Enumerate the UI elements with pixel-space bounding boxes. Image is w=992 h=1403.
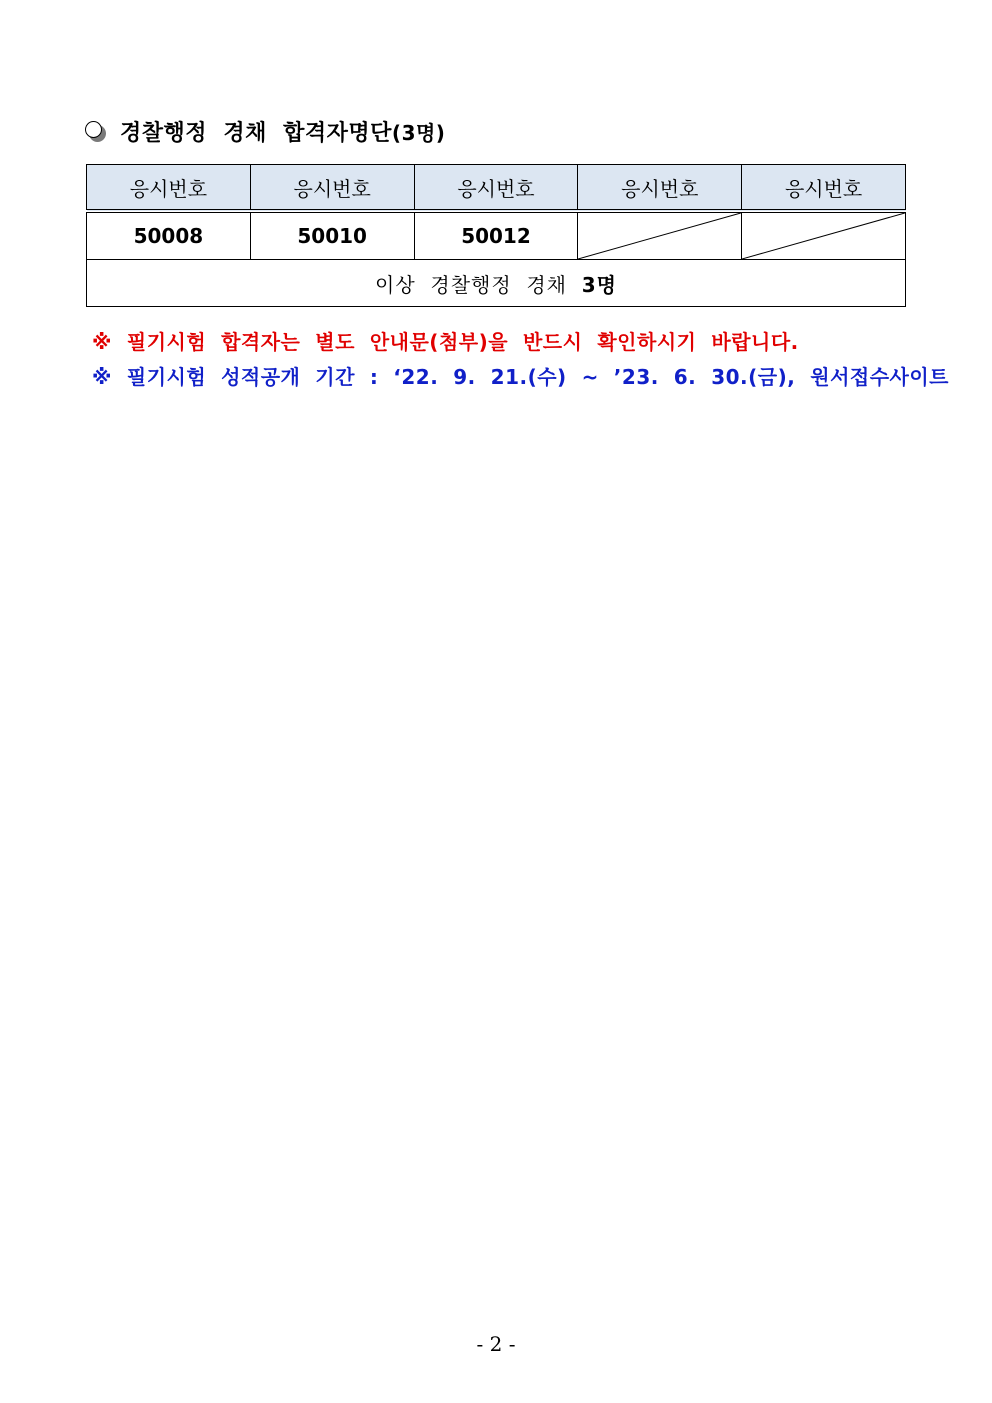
table-row [87,211,906,260]
header-cell: 응시번호 [250,165,414,212]
header-cell: 응시번호 [742,165,906,212]
section-title-count: (3명) [391,120,446,145]
empty-cell [742,211,906,260]
section-title [84,114,445,148]
total-cell [87,260,906,307]
table-total-row [87,260,906,307]
page-number: - 2 - [476,1332,516,1356]
total-count: 3명 [581,272,617,297]
section-title-text: 경찰행정 경채 합격자명단 [120,120,392,146]
diagonal-slash [742,213,905,259]
passer-table [86,164,906,307]
exam-number-cell: 50010 [250,211,414,260]
notice-score-period: ※ 필기시험 성적공개 기간 : ‘22. 9. 21.(수) ~ ’23. 6. 30.(금), 원서접수사이트 [92,365,949,389]
header-cell: 응시번호 [87,165,251,212]
exam-number-cell: 50012 [414,211,578,260]
circle-bullet-icon [84,120,108,142]
table-header-row [87,165,906,212]
header-cell: 응시번호 [578,165,742,212]
notice-confirm-guide: ※ 필기시험 합격자는 별도 안내문(첨부)을 반드시 확인하시기 바랍니다. [92,330,799,354]
diagonal-slash [578,213,741,259]
exam-number-cell: 50008 [87,211,251,260]
total-label: 이상 경찰행정 경채 [375,272,582,297]
empty-cell [578,211,742,260]
header-cell: 응시번호 [414,165,578,212]
